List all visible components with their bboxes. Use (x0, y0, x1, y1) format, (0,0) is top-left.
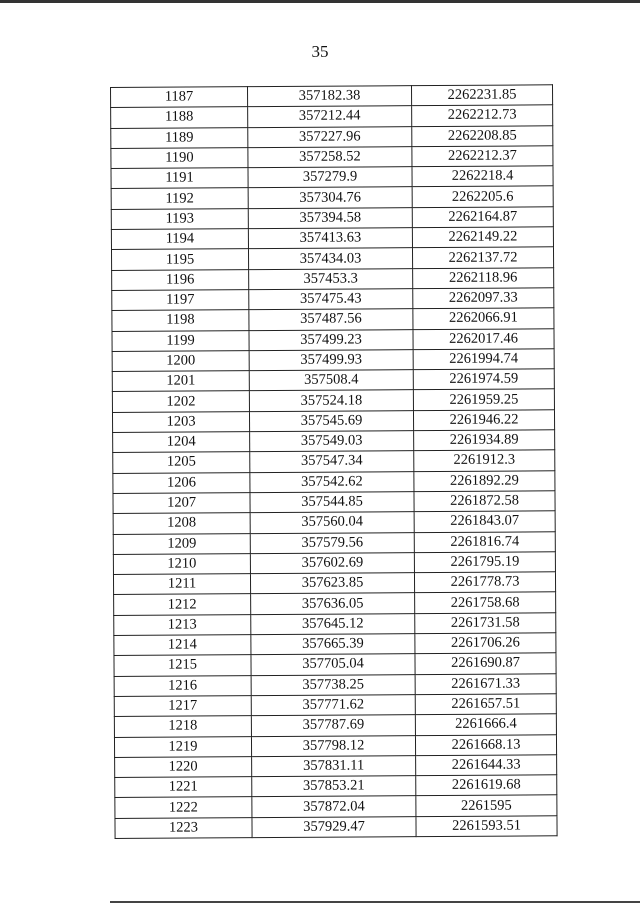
table-row (112, 308, 554, 331)
y-coordinate-cell: 2261974.59 (413, 369, 554, 390)
point-number-cell: 1198 (112, 310, 249, 331)
point-number-cell: 1221 (115, 777, 252, 798)
x-coordinate-cell: 357434.03 (248, 248, 412, 269)
table-row (115, 775, 557, 798)
table-row (114, 694, 556, 717)
point-number-cell: 1201 (112, 371, 249, 392)
coordinates-table (110, 84, 558, 839)
x-coordinate-cell: 357545.69 (249, 410, 413, 431)
table-row (111, 186, 553, 209)
point-number-cell: 1212 (114, 594, 251, 615)
x-coordinate-cell: 357212.44 (248, 106, 412, 127)
table-row (114, 633, 556, 656)
table-row (113, 450, 555, 473)
y-coordinate-cell: 2262205.6 (412, 186, 553, 207)
x-coordinate-cell: 357499.93 (249, 350, 413, 371)
point-number-cell: 1206 (113, 472, 250, 493)
x-coordinate-cell: 357636.05 (251, 593, 415, 614)
point-number-cell: 1208 (113, 513, 250, 534)
point-number-cell: 1216 (114, 675, 251, 696)
x-coordinate-cell: 357853.21 (252, 776, 416, 797)
x-coordinate-cell: 357304.76 (248, 187, 412, 208)
table-row (114, 673, 556, 696)
table-row (113, 552, 555, 575)
y-coordinate-cell: 2261619.68 (416, 775, 557, 796)
point-number-cell: 1213 (114, 614, 251, 635)
table-row (113, 572, 555, 595)
table-row (113, 430, 555, 453)
y-coordinate-cell: 2262212.37 (412, 146, 553, 167)
x-coordinate-cell: 357705.04 (251, 654, 415, 675)
point-number-cell: 1210 (113, 553, 250, 574)
table-row (111, 125, 553, 148)
x-coordinate-cell: 357413.63 (248, 228, 412, 249)
x-coordinate-cell: 357549.03 (250, 431, 414, 452)
point-number-cell: 1209 (113, 533, 250, 554)
x-coordinate-cell: 357787.69 (251, 715, 415, 736)
table-row (114, 592, 556, 615)
scan-bottom-edge (110, 901, 640, 903)
x-coordinate-cell: 357579.56 (250, 532, 414, 553)
point-number-cell: 1193 (111, 208, 248, 229)
table-row (112, 369, 554, 392)
table-row (112, 349, 554, 372)
table-row (112, 288, 554, 311)
table-body (111, 85, 558, 839)
table-row (114, 613, 556, 636)
x-coordinate-cell: 357544.85 (250, 492, 414, 513)
y-coordinate-cell: 2262118.96 (413, 267, 554, 288)
y-coordinate-cell: 2261657.51 (415, 694, 556, 715)
point-number-cell: 1189 (111, 127, 248, 148)
table-row (113, 511, 555, 534)
x-coordinate-cell: 357499.23 (249, 329, 413, 350)
y-coordinate-cell: 2261671.33 (415, 673, 556, 694)
table-row (113, 491, 555, 514)
page-number: 35 (311, 42, 329, 61)
y-coordinate-cell: 2262231.85 (411, 85, 552, 106)
y-coordinate-cell: 2261668.13 (415, 734, 556, 755)
y-coordinate-cell: 2261778.73 (414, 572, 555, 593)
table-row (114, 734, 556, 757)
x-coordinate-cell: 357508.4 (249, 370, 413, 391)
x-coordinate-cell: 357475.43 (249, 289, 413, 310)
x-coordinate-cell: 357872.04 (252, 796, 416, 817)
x-coordinate-cell: 357394.58 (248, 207, 412, 228)
y-coordinate-cell: 2262137.72 (412, 247, 553, 268)
x-coordinate-cell: 357771.62 (251, 695, 415, 716)
table-row (111, 207, 553, 230)
point-number-cell: 1218 (114, 716, 251, 737)
y-coordinate-cell: 2261731.58 (415, 613, 556, 634)
y-coordinate-cell: 2262149.22 (412, 227, 553, 248)
y-coordinate-cell: 2261959.25 (413, 389, 554, 410)
table-row (112, 267, 554, 290)
point-number-cell: 1195 (111, 249, 248, 270)
point-number-cell: 1204 (113, 432, 250, 453)
point-number-cell: 1219 (114, 736, 251, 757)
table-row (112, 410, 554, 433)
y-coordinate-cell: 2261843.07 (414, 511, 555, 532)
point-number-cell: 1215 (114, 655, 251, 676)
x-coordinate-cell: 357453.3 (249, 268, 413, 289)
x-coordinate-cell: 357547.34 (250, 451, 414, 472)
x-coordinate-cell: 357665.39 (251, 634, 415, 655)
point-number-cell: 1191 (111, 168, 248, 189)
point-number-cell: 1223 (115, 817, 252, 838)
point-number-cell: 1192 (111, 188, 248, 209)
y-coordinate-cell: 2262218.4 (412, 166, 553, 187)
table-row (112, 389, 554, 412)
x-coordinate-cell: 357227.96 (248, 126, 412, 147)
table-row (112, 328, 554, 351)
y-coordinate-cell: 2262017.46 (413, 328, 554, 349)
point-number-cell: 1202 (112, 391, 249, 412)
point-number-cell: 1194 (111, 229, 248, 250)
x-coordinate-cell: 357182.38 (248, 86, 412, 107)
y-coordinate-cell: 2261934.89 (414, 430, 555, 451)
y-coordinate-cell: 2261946.22 (413, 410, 554, 431)
point-number-cell: 1203 (112, 411, 249, 432)
x-coordinate-cell: 357831.11 (252, 755, 416, 776)
x-coordinate-cell: 357623.85 (250, 573, 414, 594)
table-row (115, 795, 557, 818)
point-number-cell: 1222 (115, 797, 252, 818)
y-coordinate-cell: 2261994.74 (413, 349, 554, 370)
y-coordinate-cell: 2261666.4 (415, 714, 556, 735)
y-coordinate-cell: 2261795.19 (414, 552, 555, 573)
y-coordinate-cell: 2261593.51 (416, 815, 557, 836)
point-number-cell: 1207 (113, 493, 250, 514)
table-row (113, 531, 555, 554)
table-row (111, 146, 553, 169)
x-coordinate-cell: 357929.47 (252, 816, 416, 837)
table-row (114, 714, 556, 737)
table-row (111, 247, 553, 270)
x-coordinate-cell: 357645.12 (251, 613, 415, 634)
y-coordinate-cell: 2262066.91 (413, 308, 554, 329)
x-coordinate-cell: 357258.52 (248, 147, 412, 168)
point-number-cell: 1214 (114, 635, 251, 656)
x-coordinate-cell: 357738.25 (251, 674, 415, 695)
x-coordinate-cell: 357798.12 (251, 735, 415, 756)
x-coordinate-cell: 357524.18 (249, 390, 413, 411)
point-number-cell: 1220 (115, 756, 252, 777)
point-number-cell: 1199 (112, 330, 249, 351)
y-coordinate-cell: 2261872.58 (414, 491, 555, 512)
table-row (111, 85, 553, 108)
table-row (111, 227, 553, 250)
y-coordinate-cell: 2261706.26 (415, 633, 556, 654)
y-coordinate-cell: 2262097.33 (413, 288, 554, 309)
point-number-cell: 1197 (112, 290, 249, 311)
point-number-cell: 1200 (112, 351, 249, 372)
table-row (115, 755, 557, 778)
y-coordinate-cell: 2261758.68 (415, 592, 556, 613)
y-coordinate-cell: 2261912.3 (414, 450, 555, 471)
x-coordinate-cell: 357542.62 (250, 471, 414, 492)
table-row (111, 105, 553, 128)
y-coordinate-cell: 2261690.87 (415, 653, 556, 674)
y-coordinate-cell: 2262164.87 (412, 207, 553, 228)
table-row (113, 470, 555, 493)
y-coordinate-cell: 2261816.74 (414, 531, 555, 552)
point-number-cell: 1205 (113, 452, 250, 473)
point-number-cell: 1187 (111, 87, 248, 108)
table-row (114, 653, 556, 676)
x-coordinate-cell: 357560.04 (250, 512, 414, 533)
x-coordinate-cell: 357279.9 (248, 167, 412, 188)
point-number-cell: 1196 (112, 269, 249, 290)
table-row (115, 815, 557, 838)
point-number-cell: 1190 (111, 148, 248, 169)
point-number-cell: 1217 (114, 696, 251, 717)
y-coordinate-cell: 2261892.29 (414, 470, 555, 491)
y-coordinate-cell: 2261595 (416, 795, 557, 816)
x-coordinate-cell: 357602.69 (250, 552, 414, 573)
table-row (111, 166, 553, 189)
y-coordinate-cell: 2262212.73 (412, 105, 553, 126)
x-coordinate-cell: 357487.56 (249, 309, 413, 330)
scan-top-edge (0, 0, 640, 3)
y-coordinate-cell: 2262208.85 (412, 125, 553, 146)
point-number-cell: 1211 (113, 574, 250, 595)
point-number-cell: 1188 (111, 107, 248, 128)
y-coordinate-cell: 2261644.33 (416, 755, 557, 776)
